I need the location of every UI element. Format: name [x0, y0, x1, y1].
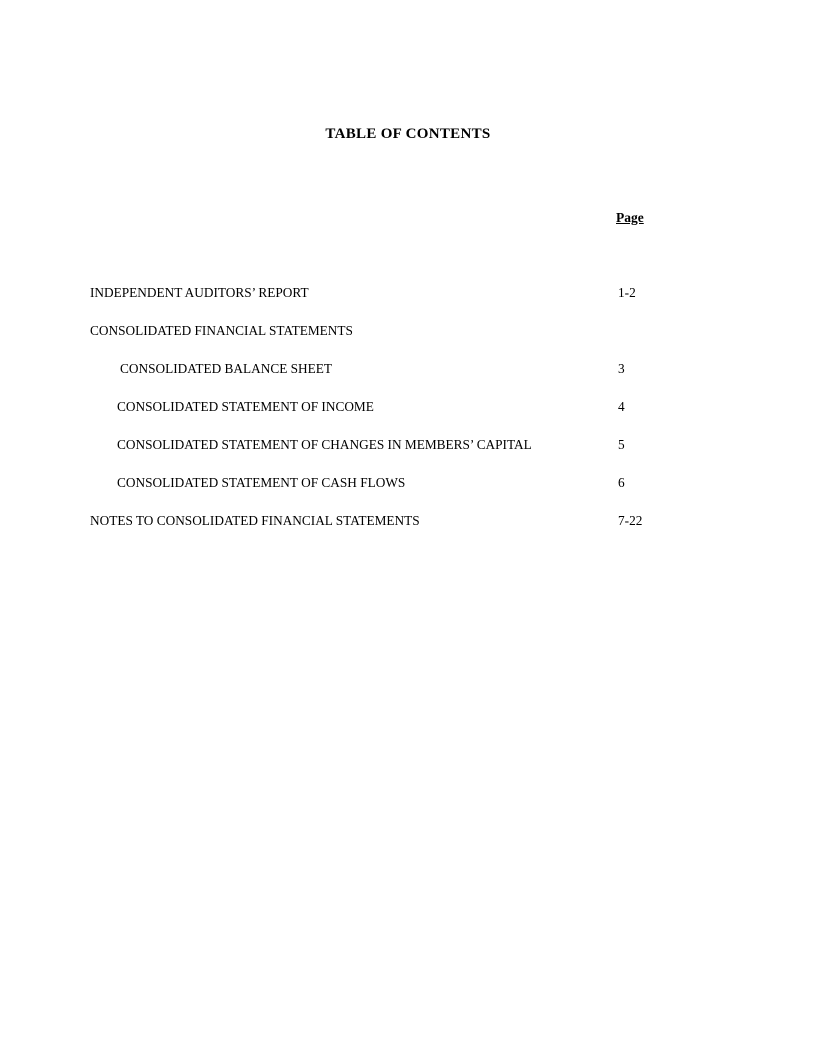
toc-entry-label: INDEPENDENT AUDITORS’ REPORT — [90, 285, 309, 300]
toc-entry — [90, 476, 730, 514]
toc-entry-page: 4 — [618, 399, 625, 414]
toc-entry — [90, 324, 730, 362]
toc-entry — [90, 400, 730, 438]
toc-entry — [90, 362, 730, 400]
toc-entry-label: CONSOLIDATED FINANCIAL STATEMENTS — [90, 323, 353, 338]
toc-entry-page: 1-2 — [618, 285, 636, 300]
toc-entry-page: 5 — [618, 437, 625, 452]
table-of-contents — [90, 286, 730, 552]
toc-entry-page: 7-22 — [618, 513, 643, 528]
page-column-header: Page — [616, 210, 644, 225]
toc-entry — [90, 514, 730, 552]
toc-entry-label: CONSOLIDATED STATEMENT OF CASH FLOWS — [117, 475, 406, 490]
page-title: TABLE OF CONTENTS — [325, 126, 491, 142]
toc-entry-label: CONSOLIDATED BALANCE SHEET — [120, 361, 333, 376]
toc-entry — [90, 286, 730, 324]
toc-entry — [90, 438, 730, 476]
toc-entry-label: CONSOLIDATED STATEMENT OF CHANGES IN MEMBERS’ CAPITAL — [117, 437, 532, 452]
toc-entry-page: 3 — [618, 361, 625, 376]
toc-entry-label: CONSOLIDATED STATEMENT OF INCOME — [117, 399, 374, 414]
toc-entry-label: NOTES TO CONSOLIDATED FINANCIAL STATEMENTS — [90, 513, 420, 528]
toc-entry-page: 6 — [618, 475, 625, 490]
